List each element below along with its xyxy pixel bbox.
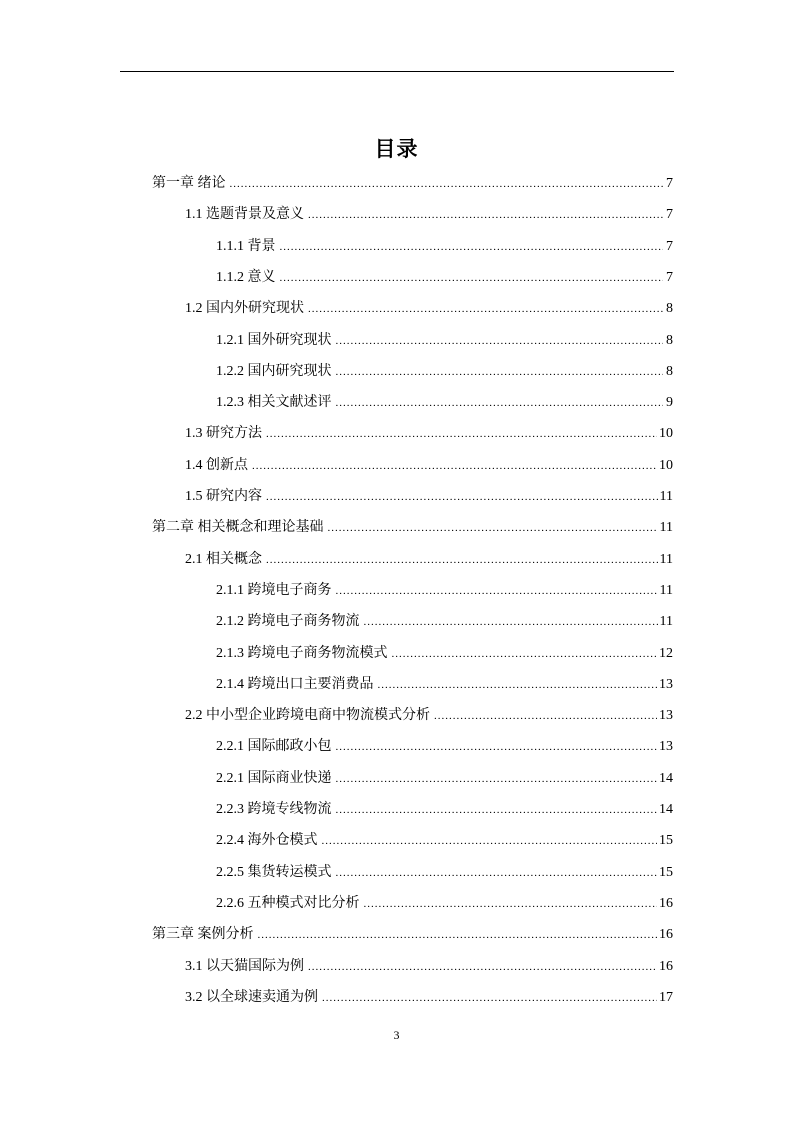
toc-leader-dots — [322, 829, 658, 853]
toc-leader-dots — [328, 516, 658, 540]
toc-entry[interactable] — [216, 892, 673, 916]
toc-leader-dots — [266, 485, 658, 509]
toc-entry[interactable] — [185, 297, 673, 321]
toc-leader-dots — [266, 422, 657, 446]
toc-entry-page: 11 — [659, 582, 673, 598]
toc-entry-label: 第一章 绪论 — [152, 176, 226, 191]
toc-entry[interactable] — [185, 955, 673, 979]
toc-entry-label: 2.2 中小型企业跨境电商中物流模式分析 — [185, 708, 430, 724]
toc-leader-dots — [364, 892, 658, 916]
toc-entry-label: 2.2.1 国际邮政小包 — [216, 739, 332, 755]
toc-entry-label: 1.1.2 意义 — [216, 269, 276, 285]
toc-leader-dots — [266, 548, 658, 572]
toc-leader-dots — [308, 297, 663, 321]
toc-entry[interactable] — [216, 642, 673, 666]
toc-entry-page: 7 — [666, 269, 673, 285]
toc-entry-page: 14 — [659, 770, 673, 786]
toc-entry-page: 8 — [666, 301, 673, 317]
toc-leader-dots — [378, 673, 658, 697]
toc-entry[interactable] — [216, 610, 673, 634]
toc-entry-label: 第二章 相关概念和理论基础 — [152, 520, 324, 536]
toc-entry-label: 2.2.4 海外仓模式 — [216, 833, 318, 849]
toc-title: 目录 — [374, 137, 419, 161]
toc-leader-dots — [336, 767, 658, 791]
toc-entry-page: 13 — [659, 676, 673, 692]
toc-entry[interactable] — [185, 422, 673, 446]
toc-leader-dots — [336, 798, 658, 822]
toc-entry-page: 11 — [659, 489, 673, 504]
toc-entry[interactable] — [216, 673, 673, 697]
toc-entry[interactable] — [216, 391, 673, 415]
toc-leader-dots — [336, 391, 664, 415]
toc-leader-dots — [280, 266, 664, 290]
toc-entry[interactable] — [216, 235, 673, 259]
toc-leader-dots — [258, 923, 658, 947]
toc-entry-label: 2.1.4 跨境出口主要消费品 — [216, 676, 374, 692]
toc-entry-page: 7 — [666, 207, 673, 223]
toc-entry-label: 1.3 研究方法 — [185, 426, 262, 442]
toc-entry[interactable] — [185, 986, 673, 1010]
toc-entry-page: 10 — [659, 426, 673, 442]
toc-leader-dots — [364, 610, 658, 634]
toc-leader-dots — [280, 235, 664, 259]
toc-entry-label: 1.2.3 相关文献述评 — [216, 395, 332, 411]
toc-entry-page: 9 — [666, 395, 673, 411]
toc-entry-page: 15 — [659, 864, 673, 880]
toc-leader-dots — [336, 861, 658, 885]
toc-entry-page: 15 — [659, 833, 673, 849]
toc-entry-label: 2.2.1 国际商业快递 — [216, 770, 332, 786]
toc-entry[interactable] — [152, 923, 673, 947]
header-rule — [120, 71, 674, 72]
toc-leader-dots — [336, 360, 664, 384]
toc-entry[interactable] — [216, 360, 673, 384]
toc-leader-dots — [252, 454, 657, 478]
toc-entry-label: 2.2.6 五种模式对比分析 — [216, 895, 360, 911]
toc-entry[interactable] — [216, 861, 673, 885]
toc-entry[interactable] — [216, 798, 673, 822]
toc-entry[interactable] — [216, 735, 673, 759]
toc-leader-dots — [434, 704, 657, 728]
toc-entry-label: 2.2.5 集货转运模式 — [216, 864, 332, 880]
toc-entry[interactable] — [185, 454, 673, 478]
toc-entry-label: 1.5 研究内容 — [185, 489, 262, 504]
page-number: 3 — [393, 1028, 400, 1042]
toc-entry-label: 2.1.1 跨境电子商务 — [216, 582, 332, 598]
toc-entry-page: 17 — [659, 989, 673, 1005]
toc-entry-label: 1.1.1 背景 — [216, 238, 276, 254]
toc-leader-dots — [230, 172, 664, 196]
toc-entry-page: 8 — [666, 363, 673, 379]
toc-entry-label: 1.2.2 国内研究现状 — [216, 363, 332, 379]
toc-leader-dots — [392, 642, 658, 666]
toc-entry-page: 12 — [659, 645, 673, 661]
toc-entry-page: 14 — [659, 802, 673, 817]
toc-entry-page: 13 — [659, 708, 673, 724]
toc-entry[interactable] — [152, 172, 673, 196]
toc-entry-page: 16 — [659, 895, 673, 911]
toc-entry[interactable] — [185, 203, 673, 227]
toc-leader-dots — [336, 329, 664, 353]
toc-entry-label: 第三章 案例分析 — [152, 927, 254, 943]
toc-entry-page: 16 — [659, 927, 673, 943]
toc-entry-label: 3.2 以全球速卖通为例 — [185, 989, 318, 1005]
toc-entry[interactable] — [216, 266, 673, 290]
toc-entry-page: 10 — [659, 457, 673, 473]
toc-entry[interactable] — [216, 767, 673, 791]
toc-entry-label: 1.2.1 国外研究现状 — [216, 332, 332, 348]
toc-leader-dots — [308, 955, 657, 979]
toc-leader-dots — [336, 579, 658, 603]
toc-entry-label: 1.1 选题背景及意义 — [185, 207, 304, 223]
toc-entry[interactable] — [216, 329, 673, 353]
toc-entry-page: 8 — [666, 332, 673, 348]
toc-entry-label: 2.2.3 跨境专线物流 — [216, 802, 332, 817]
toc-leader-dots — [322, 986, 657, 1010]
toc-entry-page: 7 — [666, 238, 673, 254]
toc-entry-label: 1.4 创新点 — [185, 457, 248, 473]
toc-entry-page: 11 — [659, 551, 673, 567]
toc-entry-label: 2.1.2 跨境电子商务物流 — [216, 614, 360, 630]
toc-leader-dots — [336, 735, 658, 759]
toc-entry-page: 13 — [659, 739, 673, 755]
toc-entry[interactable] — [216, 829, 673, 853]
toc-entry-page: 11 — [659, 614, 673, 630]
toc-entry-page: 7 — [666, 176, 673, 191]
toc-entry-page: 11 — [659, 520, 673, 536]
toc-entry-label: 2.1 相关概念 — [185, 551, 262, 567]
toc-entry[interactable] — [152, 516, 673, 540]
toc-leader-dots — [308, 203, 663, 227]
toc-entry-label: 2.1.3 跨境电子商务物流模式 — [216, 645, 388, 661]
toc-entry[interactable] — [185, 485, 673, 509]
toc-entry-label: 3.1 以天猫国际为例 — [185, 958, 304, 974]
toc-entry[interactable] — [216, 579, 673, 603]
toc-entry[interactable] — [185, 548, 673, 572]
toc-entry[interactable] — [185, 704, 673, 728]
toc-entry-label: 1.2 国内外研究现状 — [185, 301, 304, 317]
toc-entry-page: 16 — [659, 958, 673, 974]
